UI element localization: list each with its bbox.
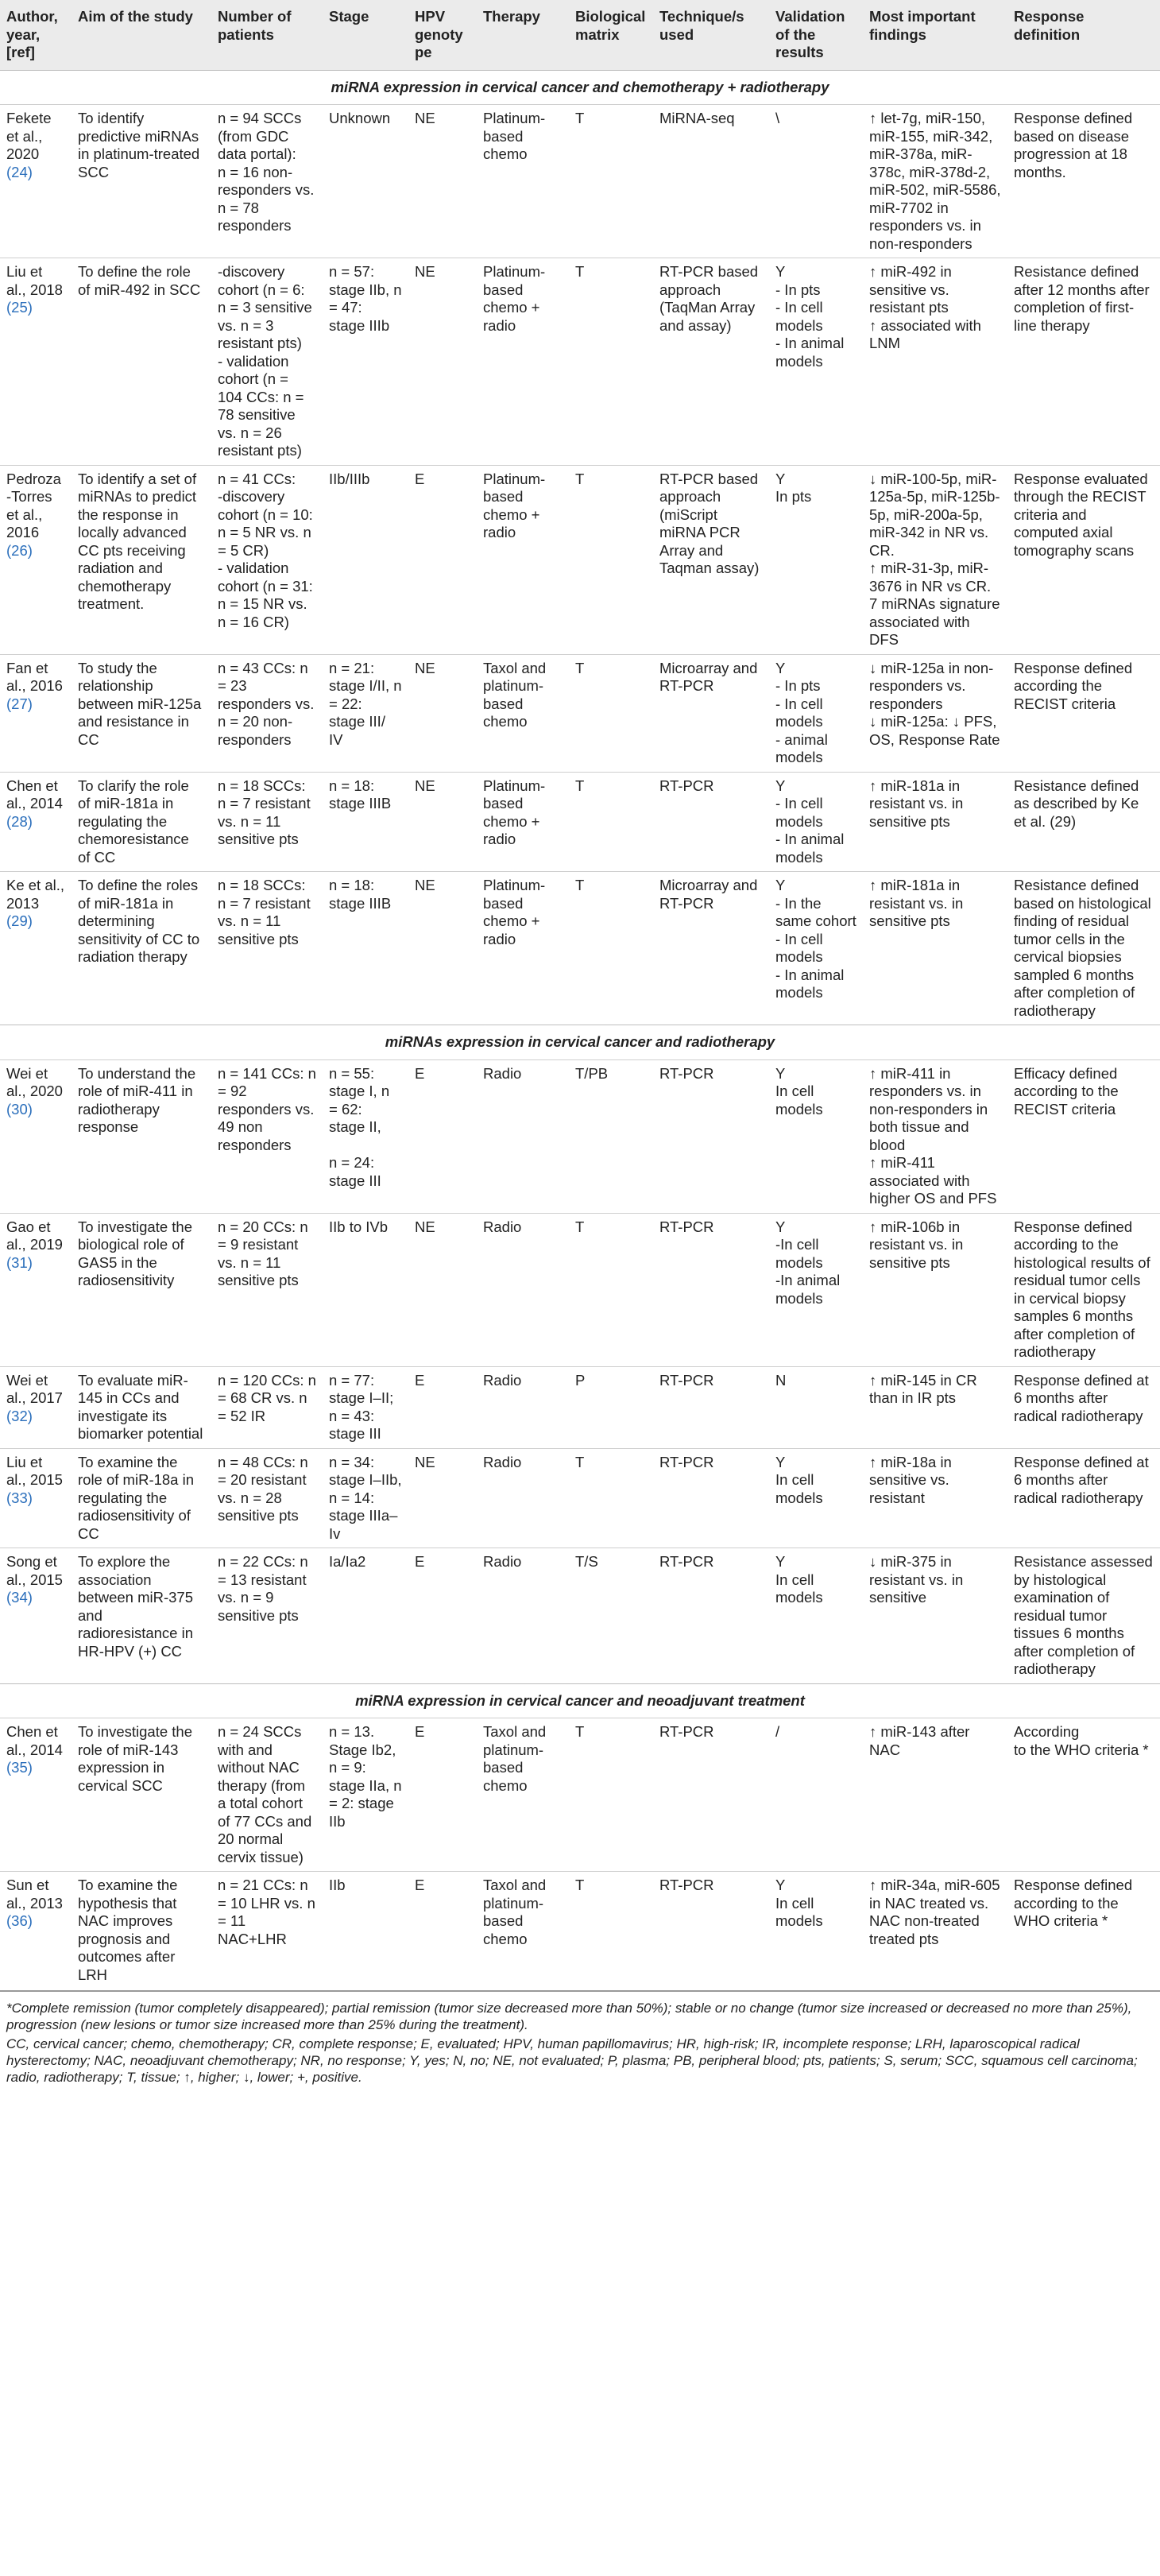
therapy-cell: Platinum-based chemo [477,105,569,258]
section-header-row [0,1683,1160,1718]
study-aim-cell: To investigate the role of miR-143 expression in cervical SCC [72,1718,211,1872]
technique-cell: RT-PCR [653,772,769,872]
findings-cell: ↑ miR-181a in resistant vs. in sensitive pts [863,772,1007,872]
biological-matrix-cell: T [569,1718,653,1872]
technique-cell: RT-PCR based approach (TaqMan Array and assay) [653,258,769,466]
patient-count-cell: -discovery cohort (n = 6: n = 3 sensitive vs. n = 3 resistant pts) - validation cohort (n = 104 CCs: n = 78 sensitive vs. n = 26 resistant pts) [211,258,323,466]
header-patients: Number of patients [211,0,323,70]
header-aim: Aim of the study [72,0,211,70]
stage-cell: Unknown [323,105,408,258]
biological-matrix-cell: T [569,772,653,872]
hpv-genotype-cell: E [408,465,477,654]
stage-cell: IIb to IVb [323,1213,408,1366]
reference-link[interactable]: (36) [6,1912,33,1929]
response-definition-cell: Resistance defined after 12 months after completion of first-line therapy [1007,258,1160,466]
patient-count-cell: n = 22 CCs: n = 13 resistant vs. n = 9 sensitive pts [211,1548,323,1684]
patient-count-cell: n = 18 SCCs: n = 7 resistant vs. n = 11 sensitive pts [211,872,323,1025]
validation-cell: Y - In cell models - In animal models [769,772,863,872]
section-header-row [0,70,1160,105]
patient-count-cell: n = 18 SCCs: n = 7 resistant vs. n = 11 sensitive pts [211,772,323,872]
study-aim-cell: To explore the association between miR-375 and radioresistance in HR-HPV (+) CC [72,1548,211,1684]
table-row [0,1718,1160,1872]
author-cell [0,1059,72,1213]
biological-matrix-cell: T [569,1213,653,1366]
therapy-cell: Platinum-based chemo + radio [477,258,569,466]
stage-cell: n = 13. Stage Ib2, n = 9: stage IIa, n = 2: stage IIb [323,1718,408,1872]
stage-cell: n = 21: stage I/II, n = 22: stage III/ IV [323,654,408,772]
biological-matrix-cell: T [569,1872,653,1989]
author-cell [0,258,72,466]
validation-cell: Y In cell models [769,1059,863,1213]
therapy-cell: Taxol and platinum-based chemo [477,1872,569,1989]
study-aim-cell: To study the relationship between miR-125a and resistance in CC [72,654,211,772]
header-therapy: Therapy [477,0,569,70]
author-year: Pedroza-Torres et al., 2016 [6,470,61,540]
patient-count-cell: n = 24 SCCs with and without NAC therapy (from a total cohort of 77 CCs and 20 normal cervix tissue) [211,1718,323,1872]
header-findings: Most important findings [863,0,1007,70]
technique-cell: RT-PCR based approach (miScript miRNA PCR Array and Taqman assay) [653,465,769,654]
table-row [0,1872,1160,1989]
biological-matrix-cell: T [569,105,653,258]
author-cell [0,1872,72,1989]
reference-link[interactable]: (31) [6,1253,33,1271]
validation-cell: Y -In cell models -In animal models [769,1213,863,1366]
study-aim-cell: To identify a set of miRNAs to predict the response in locally advanced CC pts receiving radiation and chemotherapy treatment. [72,465,211,654]
author-year: Fan et al., 2016 [6,659,63,694]
validation-cell: \ [769,105,863,258]
hpv-genotype-cell: NE [408,654,477,772]
validation-cell: N [769,1366,863,1448]
header-row [0,0,1160,70]
table-body [0,70,1160,1989]
findings-cell: ↑ miR-143 after NAC [863,1718,1007,1872]
table-row [0,1448,1160,1548]
footnote-abbreviations: CC, cervical cancer; chemo, chemotherapy; CR, complete response; E, evaluated; HPV, human papillomavirus; HR, high-risk; IR, incomplete response; LRH, laparoscopical radical hysterectomy; NAC, neoadjuvant chemotherapy; NR, no response; Y, yes; N, no; NE, not evaluated; P, plasma; PB, peripheral blood; pts, patients; S, serum; SCC, squamous cell carcinoma; radio, radiotherapy; T, tissue; ↑, higher; ↓, lower; +, positive. [6,2036,1138,2085]
author-year: Wei et al., 2017 [6,1371,63,1406]
hpv-genotype-cell: NE [408,258,477,466]
patient-count-cell: n = 120 CCs: n = 68 CR vs. n = 52 IR [211,1366,323,1448]
technique-cell: RT-PCR [653,1718,769,1872]
study-aim-cell: To identify predictive miRNAs in platinum-treated SCC [72,105,211,258]
footnote-definitions: *Complete remission (tumor completely disappeared); partial remission (tumor size decreased more than 50%); stable or no change (tumor size increased or decreased no more than 25%), progression (new lesions or tumor size increased more than 25% during the treatment). [6,2001,1132,2032]
validation-cell: Y - In pts - In cell models - In animal models [769,258,863,466]
response-definition-cell: Response defined according to the histological results of residual tumor cells in cervical biopsy samples 6 months after completion of radiotherapy [1007,1213,1160,1366]
stage-cell: n = 57: stage IIb, n = 47: stage IIIb [323,258,408,466]
technique-cell: RT-PCR [653,1548,769,1684]
stage-cell: IIb [323,1872,408,1989]
validation-cell: Y - In pts - In cell models - animal models [769,654,863,772]
hpv-genotype-cell: NE [408,105,477,258]
table-row [0,654,1160,772]
patient-count-cell: n = 43 CCs: n = 23 responders vs. n = 20 non-responders [211,654,323,772]
findings-cell: ↓ miR-375 in resistant vs. in sensitive [863,1548,1007,1684]
technique-cell: Microarray and RT-PCR [653,654,769,772]
findings-cell: ↑ miR-492 in sensitive vs. resistant pts ↑ associated with LNM [863,258,1007,466]
table-row [0,1059,1160,1213]
author-year: Chen et al., 2014 [6,777,63,812]
reference-link[interactable]: (32) [6,1407,33,1424]
header-stage: Stage [323,0,408,70]
validation-cell: Y In cell models [769,1548,863,1684]
author-year: Fekete et al., 2020 [6,110,56,162]
section-header-row [0,1025,1160,1060]
response-definition-cell: According to the WHO criteria * [1007,1718,1160,1872]
reference-link[interactable]: (27) [6,695,33,712]
findings-cell: ↑ miR-18a in sensitive vs. resistant [863,1448,1007,1548]
biological-matrix-cell: T [569,872,653,1025]
hpv-genotype-cell: E [408,1059,477,1213]
biological-matrix-cell: T/PB [569,1059,653,1213]
table-row [0,772,1160,872]
technique-cell: RT-PCR [653,1059,769,1213]
author-cell [0,1448,72,1548]
table-row [0,258,1160,466]
hpv-genotype-cell: NE [408,872,477,1025]
author-cell [0,1366,72,1448]
hpv-genotype-cell: E [408,1548,477,1684]
study-aim-cell: To define the roles of miR-181a in determining sensitivity of CC to radiation therapy [72,872,211,1025]
response-definition-cell: Response defined according the RECIST criteria [1007,654,1160,772]
therapy-cell: Platinum-based chemo + radio [477,465,569,654]
stage-cell: n = 77: stage I–II; n = 43: stage III [323,1366,408,1448]
stage-cell: n = 18: stage IIIB [323,772,408,872]
hpv-genotype-cell: E [408,1872,477,1989]
study-aim-cell: To investigate the biological role of GAS5 in the radiosensitivity [72,1213,211,1366]
author-year: Chen et al., 2014 [6,1723,63,1758]
reference-link[interactable]: (29) [6,912,33,929]
therapy-cell: Radio [477,1366,569,1448]
technique-cell: RT-PCR [653,1366,769,1448]
technique-cell: RT-PCR [653,1448,769,1548]
validation-cell: Y - In the same cohort - In cell models - In animal models [769,872,863,1025]
therapy-cell: Radio [477,1548,569,1684]
therapy-cell: Taxol and platinum-based chemo [477,1718,569,1872]
header-matrix: Biological matrix [569,0,653,70]
technique-cell: Microarray and RT-PCR [653,872,769,1025]
findings-cell: ↑ let-7g, miR-150, miR-155, miR-342, miR-378a, miR-378c, miR-378d-2, miR-502, miR-5586, miR-7702 in responders vs. in non-responders [863,105,1007,258]
reference-link[interactable]: (34) [6,1589,33,1606]
therapy-cell: Taxol and platinum-based chemo [477,654,569,772]
author-cell [0,465,72,654]
study-aim-cell: To examine the role of miR-18a in regulating the radiosensitivity of CC [72,1448,211,1548]
findings-cell: ↑ miR-181a in resistant vs. in sensitive pts [863,872,1007,1025]
reference-link[interactable]: (28) [6,812,33,830]
table-row [0,1548,1160,1684]
technique-cell: RT-PCR [653,1213,769,1366]
study-aim-cell: To define the role of miR-492 in SCC [72,258,211,466]
footnote [0,1990,1160,2096]
therapy-cell: Radio [477,1213,569,1366]
author-year: Sun et al., 2013 [6,1877,63,1912]
findings-cell: ↓ miR-125a in non-responders vs. responders ↓ miR-125a: ↓ PFS, OS, Response Rate [863,654,1007,772]
reference-link[interactable]: (35) [6,1759,33,1776]
stage-cell: IIb/IIIb [323,465,408,654]
header-technique: Technique/s used [653,0,769,70]
header-author: Author, year, [ref] [0,0,72,70]
study-aim-cell: To understand the role of miR-411 in radiotherapy response [72,1059,211,1213]
therapy-cell: Platinum-based chemo + radio [477,872,569,1025]
stage-cell: n = 34: stage I–IIb, n = 14: stage IIIa–Iv [323,1448,408,1548]
reference-link[interactable]: (25) [6,299,33,316]
table-row [0,872,1160,1025]
findings-cell: ↑ miR-411 in responders vs. in non-responders in both tissue and blood ↑ miR-411 associated with higher OS and PFS [863,1059,1007,1213]
header-validation: Validation of the results [769,0,863,70]
stage-cell: n = 55: stage I, n = 62: stage II, n = 24: stage III [323,1059,408,1213]
author-cell [0,1548,72,1684]
table-row [0,465,1160,654]
reference-link[interactable]: (30) [6,1100,33,1118]
validation-cell: / [769,1718,863,1872]
reference-link[interactable]: (26) [6,541,33,559]
reference-link[interactable]: (33) [6,1489,33,1506]
findings-cell: ↓ miR-100-5p, miR-125a-5p, miR-125b-5p, miR-200a-5p, miR-342 in NR vs. CR. ↑ miR-31-3p, miR-3676 in NR vs CR. 7 miRNAs signature associated with DFS [863,465,1007,654]
author-cell [0,1718,72,1872]
table-row [0,1213,1160,1366]
findings-cell: ↑ miR-145 in CR than in IR pts [863,1366,1007,1448]
biological-matrix-cell: T [569,1448,653,1548]
therapy-cell: Radio [477,1448,569,1548]
patient-count-cell: n = 41 CCs: -discovery cohort (n = 10: n = 5 NR vs. n = 5 CR) - validation cohort (n = 31: n = 15 NR vs. n = 16 CR) [211,465,323,654]
author-year: Liu et al., 2018 [6,263,63,298]
hpv-genotype-cell: NE [408,1448,477,1548]
author-year: Liu et al., 2015 [6,1453,63,1488]
response-definition-cell: Response defined at 6 months after radical radiotherapy [1007,1366,1160,1448]
biological-matrix-cell: T [569,258,653,466]
biological-matrix-cell: T [569,465,653,654]
response-definition-cell: Resistance assessed by histological examination of residual tumor tissues 6 months after completion of radiotherapy [1007,1548,1160,1684]
header-response: Response definition [1007,0,1160,70]
patient-count-cell: n = 48 CCs: n = 20 resistant vs. n = 28 sensitive pts [211,1448,323,1548]
hpv-genotype-cell: E [408,1366,477,1448]
response-definition-cell: Response defined at 6 months after radical radiotherapy [1007,1448,1160,1548]
patient-count-cell: n = 94 SCCs (from GDC data portal): n = 16 non-responders vs. n = 78 responders [211,105,323,258]
section-title: miRNA expression in cervical cancer and chemotherapy + radiotherapy [0,70,1160,105]
therapy-cell: Radio [477,1059,569,1213]
hpv-genotype-cell: NE [408,772,477,872]
author-year: Gao et al., 2019 [6,1218,63,1253]
stage-cell: Ia/Ia2 [323,1548,408,1684]
hpv-genotype-cell: NE [408,1213,477,1366]
patient-count-cell: n = 20 CCs: n = 9 resistant vs. n = 11 sensitive pts [211,1213,323,1366]
author-year: Wei et al., 2020 [6,1064,63,1099]
response-definition-cell: Response defined according to the WHO criteria * [1007,1872,1160,1989]
findings-cell: ↑ miR-34a, miR-605 in NAC treated vs. NAC non-treated treated pts [863,1872,1007,1989]
author-year: Song et al., 2015 [6,1553,63,1588]
technique-cell: MiRNA-seq [653,105,769,258]
biological-matrix-cell: T [569,654,653,772]
validation-cell: Y In pts [769,465,863,654]
response-definition-cell: Resistance defined based on histological finding of residual tumor cells in the cervical biopsies sampled 6 months after completion of radiotherapy [1007,872,1160,1025]
author-cell [0,772,72,872]
reference-link[interactable]: (24) [6,163,33,180]
author-cell [0,1213,72,1366]
response-definition-cell: Efficacy defined according to the RECIST criteria [1007,1059,1160,1213]
stage-cell: n = 18: stage IIIB [323,872,408,1025]
validation-cell: Y In cell models [769,1448,863,1548]
therapy-cell: Platinum-based chemo + radio [477,772,569,872]
validation-cell: Y In cell models [769,1872,863,1989]
author-cell [0,105,72,258]
hpv-genotype-cell: E [408,1718,477,1872]
study-aim-cell: To evaluate miR-145 in CCs and investigate its biomarker potential [72,1366,211,1448]
findings-cell: ↑ miR-106b in resistant vs. in sensitive pts [863,1213,1007,1366]
biological-matrix-cell: P [569,1366,653,1448]
author-cell [0,872,72,1025]
header-hpv: HPV genotype [408,0,477,70]
patient-count-cell: n = 21 CCs: n = 10 LHR vs. n = 11 NAC+LHR [211,1872,323,1989]
biological-matrix-cell: T/S [569,1548,653,1684]
table-row [0,1366,1160,1448]
author-year: Ke et al., 2013 [6,877,69,912]
patient-count-cell: n = 141 CCs: n = 92 responders vs. 49 non responders [211,1059,323,1213]
study-aim-cell: To examine the hypothesis that NAC improves prognosis and outcomes after LRH [72,1872,211,1989]
section-title: miRNA expression in cervical cancer and neoadjuvant treatment [0,1683,1160,1718]
response-definition-cell: Response defined based on disease progression at 18 months. [1007,105,1160,258]
response-definition-cell: Response evaluated through the RECIST criteria and computed axial tomography scans [1007,465,1160,654]
technique-cell: RT-PCR [653,1872,769,1989]
response-definition-cell: Resistance defined as described by Ke et al. (29) [1007,772,1160,872]
section-title: miRNAs expression in cervical cancer and radiotherapy [0,1025,1160,1060]
author-cell [0,654,72,772]
table-row [0,105,1160,258]
study-aim-cell: To clarify the role of miR-181a in regulating the chemoresistance of CC [72,772,211,872]
